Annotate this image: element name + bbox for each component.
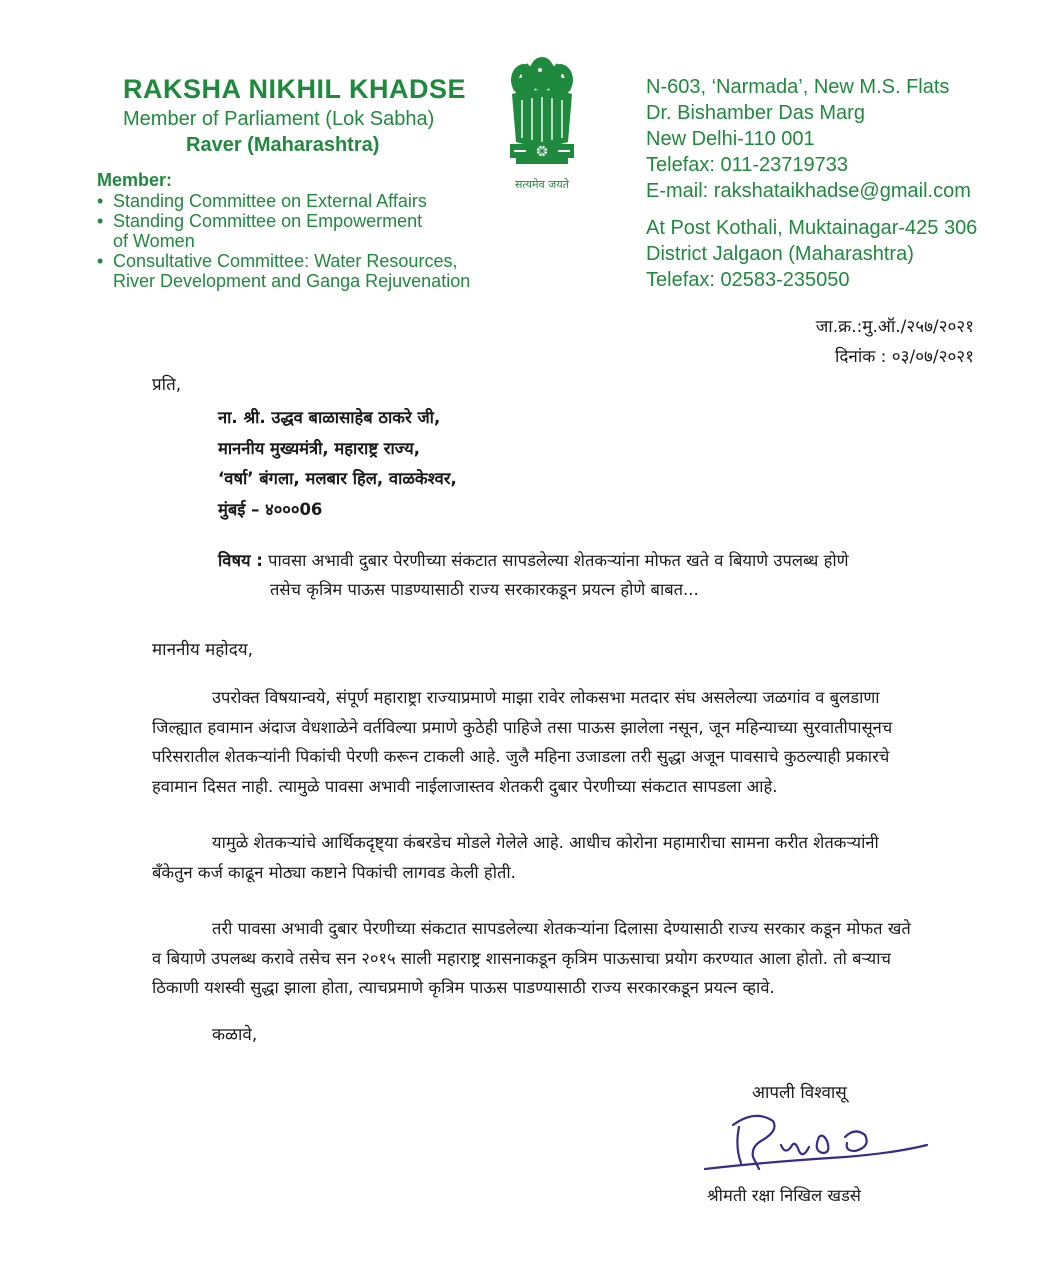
committee-line: Consultative Committee: Water Resources, — [113, 251, 458, 271]
email[interactable]: E-mail: rakshataikhadse@gmail.com — [646, 180, 971, 202]
letter-date: दिनांक : ०३/०७/२०२१ — [834, 347, 974, 367]
subject-line: तसेच कृत्रिम पाऊस पाडण्यासाठी राज्य सरकारकडून प्रयत्न होणे बाबत... — [270, 580, 699, 599]
committee-line: River Development and Ganga Rejuvenation — [113, 271, 471, 291]
committee-item — [97, 251, 517, 291]
paragraph-2 — [152, 828, 972, 887]
addressee-line: माननीय मुख्यमंत्री, महाराष्ट्र राज्य, — [218, 438, 420, 458]
paragraph-line: तरी पावसा अभावी दुबार पेरणीच्या संकटात सापडलेल्या शेतकऱ्यांना दिलासा देण्यासाठी राज्य सरकार कडून मोफत खते — [212, 919, 911, 938]
bullet: • — [97, 211, 104, 231]
subject-line: पावसा अभावी दुबार पेरणीच्या संकटात सापडलेल्या शेतकऱ्यांना मोफत खते व बियाणे उपलब्ध होणे — [262, 551, 849, 570]
telefax: Telefax: 02583-235050 — [646, 269, 850, 291]
address-line: New Delhi-110 001 — [646, 128, 815, 150]
state-emblem-icon — [500, 50, 584, 195]
subject — [218, 546, 938, 604]
member-heading: Member: — [97, 170, 173, 190]
salutation: माननीय महोदय, — [152, 640, 253, 660]
paragraph-3 — [152, 914, 972, 1003]
paragraph-line: उपरोक्त विषयान्वये, संपूर्ण महाराष्ट्रा राज्याप्रमाणे माझा रावेर लोकसभा मतदार संघ असलेल्या जळगांव व बुलडाणा — [212, 688, 880, 707]
constituency: Raver (Maharashtra) — [186, 134, 380, 156]
subject-label: विषय : — [218, 551, 263, 570]
committee-line: Standing Committee on Empowerment — [113, 211, 423, 231]
to-label: प्रति, — [152, 375, 182, 395]
paragraph-line: जिल्ह्यात हवामान अंदाज वेधशाळेने वर्तविल्या प्रमाणे कुठेही पाहिजे तसा पाऊस झालेला नसून, जून महिन्याच्या सुरवातीपासूनच — [152, 717, 893, 737]
emblem-motto: सत्यमेव जयते — [514, 178, 570, 191]
address-line: District Jalgaon (Maharashtra) — [646, 243, 914, 265]
paragraph-line: बँकेतुन कर्ज काढून मोठ्या कष्टाने पिकांची लागवड केली होती. — [152, 862, 516, 882]
delhi-address — [646, 74, 971, 204]
address-line: At Post Kothali, Muktainagar-425 306 — [646, 217, 978, 239]
paragraph-line: व बियाणे उपलब्ध करावे तसेच सन २०१५ साली महाराष्ट्र शासनाकडून कृत्रिम पाऊसाचा प्रयोग करण्यात आला होतो. तो बऱ्याच — [152, 948, 891, 968]
valediction: आपली विश्वासू — [752, 1083, 847, 1103]
bullet: • — [97, 191, 104, 211]
addressee-block — [218, 403, 457, 525]
signatory-name: श्रीमती रक्षा निखिल खडसे — [707, 1186, 861, 1205]
address-line: Dr. Bishamber Das Marg — [646, 102, 865, 124]
address-line: N-603, ‘Narmada’, New M.S. Flats — [646, 76, 950, 98]
mp-name: RAKSHA NIKHIL KHADSE — [123, 74, 467, 104]
telefax: Telefax: 011-23719733 — [646, 154, 849, 176]
committee-line: of Women — [113, 231, 195, 251]
paragraph-line: ठिकाणी यशस्वी सुद्धा झाला होता, त्याचप्रमाणे कृत्रिम पाऊस पाडण्यासाठी राज्य सरकारकडून प्रयत्न व्हावे. — [152, 978, 775, 997]
committee-list — [97, 191, 517, 291]
bullet: • — [97, 251, 104, 271]
addressee-line: ‘वर्षा’ बंगला, मलबार हिल, वाळकेश्वर, — [218, 469, 457, 488]
mp-role: Member of Parliament (Lok Sabha) — [123, 108, 435, 130]
paragraph-line: परिसरातील शेतकऱ्यांनी पिकांची पेरणी करून टाकली आहे. जुलै महिना उजाडला तरी सुद्धा अजून पावसाचे कुठल्याही प्रकारचे — [152, 747, 890, 766]
committee-item — [97, 211, 517, 251]
paragraph-line: हवामान दिसत नाही. त्यामुळे पावसा अभावी नाईलाजास्तव शेतकरी दुबार पेरणीच्या संकटात सापडला आहे. — [152, 776, 778, 796]
reference-number: जा.क्र.:मु.ऑ./२५७/२०२१ — [815, 317, 974, 337]
paragraph-1 — [152, 683, 972, 801]
paragraph-line: यामुळे शेतकऱ्यांचे आर्थिकदृष्ट्या कंबरडेच मोडले गेलेले आहे. आधीच कोरोना महामारीचा सामना करीत शेतकऱ्यांनी — [212, 833, 879, 852]
committee-line: Standing Committee on External Affairs — [113, 191, 427, 211]
local-address — [646, 215, 977, 293]
closing: कळावे, — [212, 1025, 258, 1045]
addressee-line: ना. श्री. उद्धव बाळासाहेब ठाकरे जी, — [218, 408, 441, 427]
signature-icon — [695, 1107, 935, 1177]
addressee-line: मुंबई – ४०००06 — [218, 499, 323, 519]
committee-item — [97, 191, 517, 211]
